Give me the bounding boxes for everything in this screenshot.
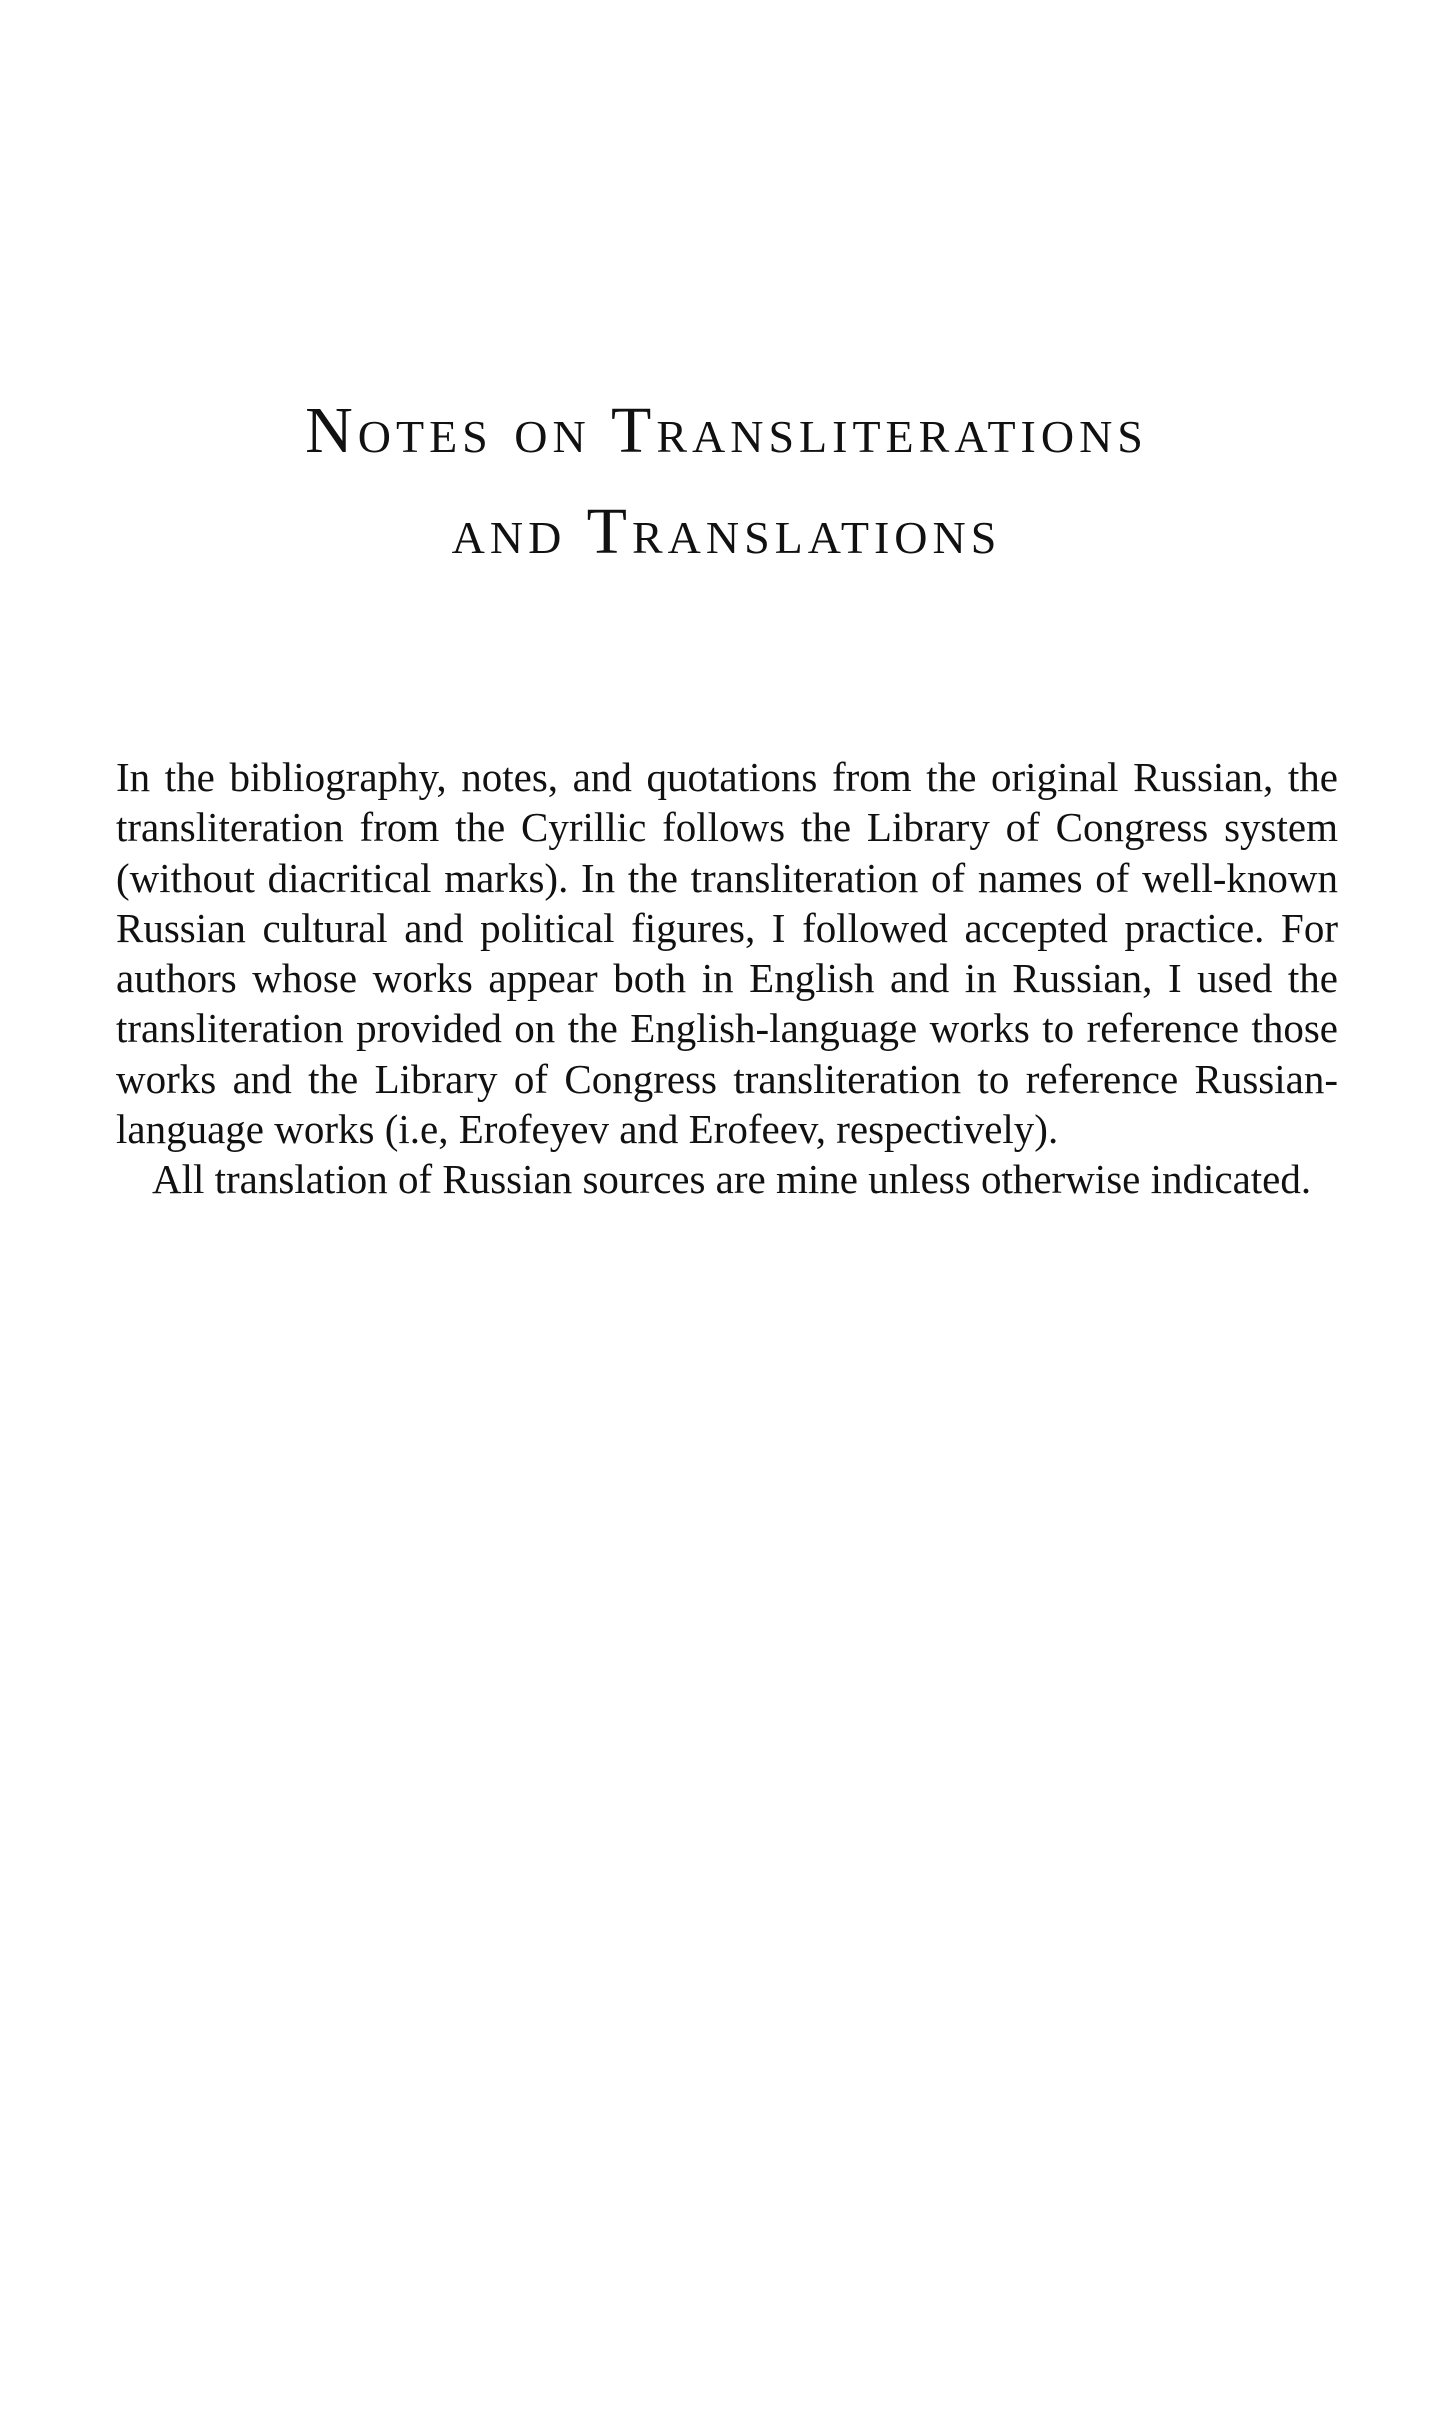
title-line-1: Notes on Transliterations	[305, 394, 1148, 467]
body-text	[116, 752, 1338, 1205]
paragraph-transliteration: In the bibliography, notes, and quotations from the original Russian, the transliteration from the Cyrillic follows the Library of Congress system (without diacritical marks). In the transliteration of names of well-known Russian cultural and political figures, I followed accepted practice. For authors whose works appear both in English and in Russian, I used the transliteration provided on the English-language works to reference those works and the Library of Congress transliteration to reference Russian-language works (i.e, Erofeyev and Erofeev, respectively).	[116, 754, 1338, 1153]
title-line-2: and Translations	[451, 495, 1002, 568]
paragraph-translation: All translation of Russian sources are mine unless otherwise indicated.	[152, 1156, 1312, 1203]
page-title	[0, 380, 1453, 582]
